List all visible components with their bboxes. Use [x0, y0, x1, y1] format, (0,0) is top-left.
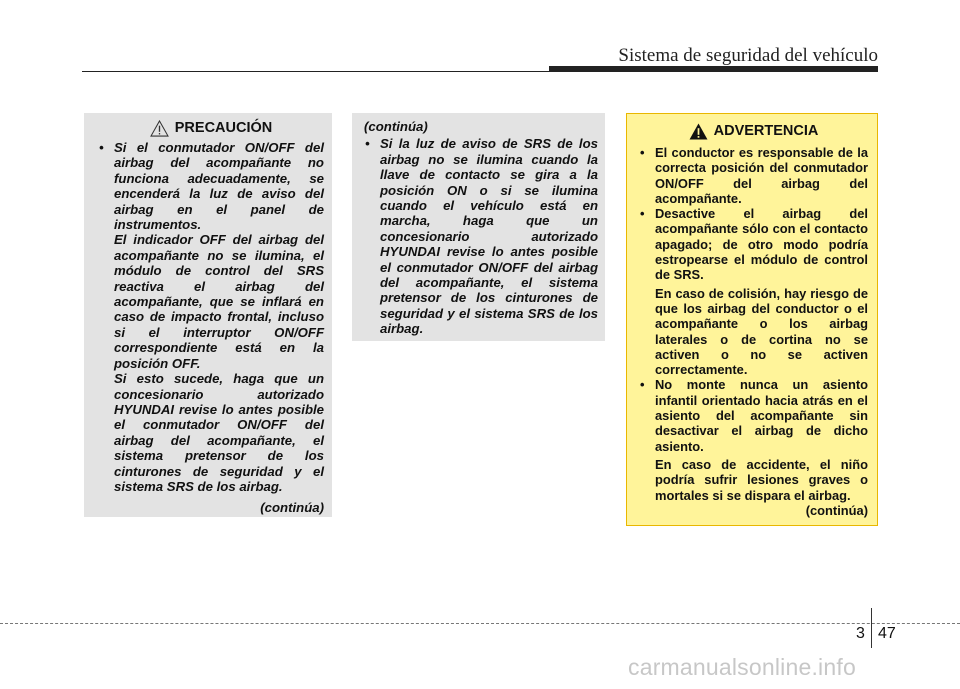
warning-bullet-3: [639, 377, 868, 502]
warning-bullet-2-text: • Desactive el airbag del acompañante sólo con el contacto apagado; de otro modo podría estropearse el módulo de control de SRS.: [655, 206, 868, 283]
warning-triangle-filled-icon: [689, 123, 708, 140]
continued-bullet: • Si la luz de aviso de SRS de los airbag no se ilumina cuando la llave de contacto se gira a la posición ON o si se ilumina cuando el vehículo está en marcha, haga que un concesionario autorizado HYUNDAI revise lo antes posible el conmutador ON/OFF del airbag del acompañante, el sistema pretensor de los cinturones de seguridad y el sistema SRS de los airbag.: [364, 136, 598, 336]
warning-bullet-2-paragraph: En caso de colisión, hay riesgo de que los airbag del conductor o el acompañante o los airbag laterales o de cortina no se activen o no se activen correctamente.: [655, 285, 868, 378]
watermark: carmanualsonline.info: [628, 654, 856, 680]
warning-list: [639, 145, 868, 503]
continued-box: [352, 113, 605, 341]
caution-paragraph-1: El indicador OFF del airbag del acompañante no se ilumina, el módulo de control del SRS reactiva el airbag del acompañante, que se inflará en caso de impacto frontal, incluso si el interruptor ON/OFF correspondiente está en la posición OFF.: [114, 232, 324, 371]
page-number: 47: [878, 625, 896, 642]
warning-continues: (continúa): [805, 502, 868, 518]
warning-bullet-1: [639, 145, 868, 206]
warning-bullet-2: [639, 206, 868, 377]
caution-heading-text: PRECAUCIÓN: [174, 119, 273, 136]
warning-bullet-1-text: • El conductor es responsable de la correcta posición del conmutador ON/OFF del airbag del acompañante.: [655, 145, 868, 206]
caution-bullet-text: • Si el conmutador ON/OFF del airbag del acompañante no funciona adecuadamente, se encenderá la luz de aviso del airbag en el panel de instrumentos.: [114, 140, 324, 233]
page-number-separator: [871, 608, 872, 648]
footer-dashed-line: [0, 623, 960, 624]
continued-list: [364, 136, 598, 336]
continued-label: (continúa): [364, 119, 428, 134]
page-header-title: Sistema de seguridad del vehículo: [618, 45, 878, 66]
header-rule-thick: [549, 66, 878, 72]
header-rule-thin: [82, 71, 552, 72]
caution-list: [98, 140, 324, 494]
warning-triangle-outline-icon: [150, 120, 169, 137]
warning-bullet-3-text: • No monte nunca un asiento infantil orientado hacia atrás en el asiento del acompañante sin desactivar el airbag de dicho asiento.: [655, 377, 868, 454]
caution-continues: (continúa): [260, 500, 324, 516]
caution-box: [84, 113, 332, 517]
caution-heading: [98, 120, 324, 137]
warning-heading: [639, 123, 868, 140]
warning-bullet-3-paragraph: En caso de accidente, el niño podría sufrir lesiones graves o mortales si se dispara el airbag.: [655, 456, 868, 503]
caution-paragraph-2: Si esto sucede, haga que un concesionario autorizado HYUNDAI revise lo antes posible el conmutador ON/OFF del airbag del acompañante, el sistema pretensor de los cinturones de seguridad y el sistema SRS de los airbag.: [114, 371, 324, 494]
chapter-number: 3: [856, 625, 865, 642]
warning-heading-text: ADVERTENCIA: [713, 122, 819, 139]
warning-box: [626, 113, 878, 526]
caution-bullet: [98, 140, 324, 494]
